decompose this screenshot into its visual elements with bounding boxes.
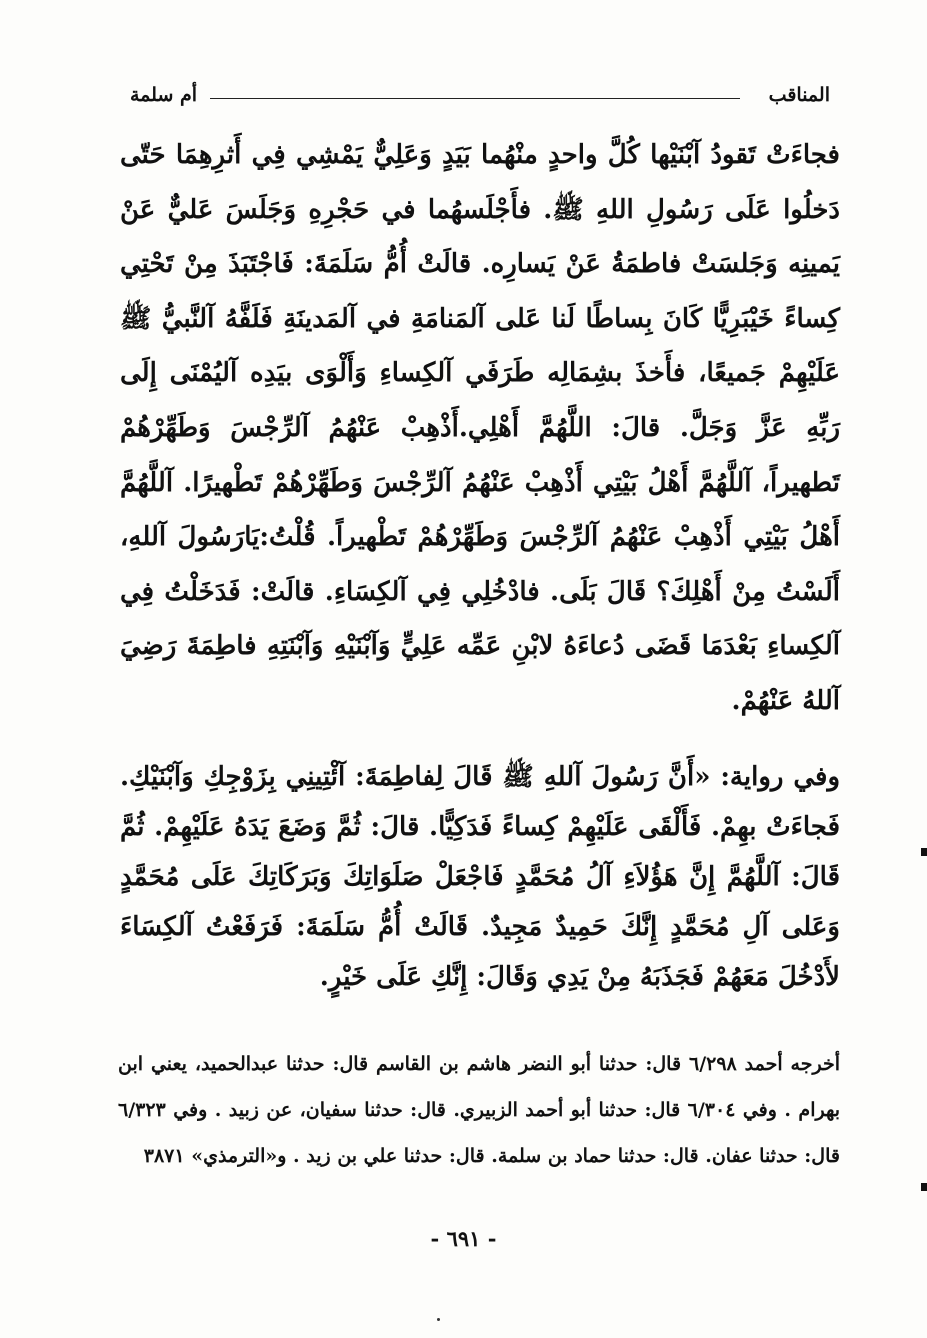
margin-mark [921, 848, 927, 856]
page-speck [437, 1318, 440, 1321]
section-title: المناقب [768, 84, 830, 106]
hadith-paragraph-1: فجاءَتْ تَقودُ آبْنَيْها كُلَّ واحدٍ منْهُما بَيَدٍ وَعَلِيٌّ يَمْشِي فِي أَثرِهِمَا حَتّى دَخلُوا عَلَى رَسُولِ اللهِ ﷺ. فأَجْلَسهُما في حَجْرِهِ وَجَلَسَ عَليٌّ عَنْ يَمينِه وَجَلسَتْ فاطمَةُ عَنْ يَسارِه. قالَتْ أُمُّ سَلَمَةَ: فَاجْتَبَذَ مِنْ تَحْتِي كِساءً خَيْبَرِيًّا كَانَ بِساطًا لَنا عَلى آلمَنامَةِ في آلمَدينَةِ فَلَفَّهُ آلنَّبيُّ ﷺ عَلَيْهِمْ جَميعًا، فأَخذَ بشِمَالِه طَرَفَي آلكِساءِ وَأَلْوَى بيَدِه آليُمْنَى إِلَى رَبِّهِ عَزَّ وَجَلَّ. قالَ: اللَّهُمَّ أَهْلِي.أَذْهِبْ عَنْهُمُ آلرِّجْسَ وَطَهِّرْهُمْ تَطهيراً، آللَّهُمَّ أَهْلُ بَيْتِي أَذْهِبْ عَنْهُمُ آلرِّجْسَ وَطَهِّرْهُمْ تَطْهيرًا. آللَّهُمَّ أَهْلُ بَيْتِي أَذْهِبْ عَنْهُمُ آلرِّجْسَ وَطَهِّرْهُمْ تَطْهيراً. قُلْتُ:يَارَسُولَ آللهِ، أَلَسْتُ مِنْ أَهْلِكَ؟ قَالَ بَلَى. فادْخُلِي فِي آلكِسَاءِ. قالَتْ: فَدَخَلْتُ فِي آلكِساءِ بَعْدَمَا قَضَى دُعاءَهُ لابْنِ عَمِّه عَلِيٍّ وَآبْنَيْهِ وَآبْنَتِهِ فاطِمَةَ رَضِيَ آللهُ عَنْهُمْ. [120, 140, 840, 716]
hadith-main-text [120, 128, 840, 729]
header-rule [210, 98, 740, 99]
footnote-text: أخرجه أحمد ٦/٢٩٨ قال: حدثنا أبو النضر هاشم بن القاسم قال: حدثنا عبدالحميد، يعني ابن بهرام . وفي ٦/٣٠٤ قال: حدثنا أبو أحمد الزبيري. قال: حدثنا سفيان، عن زبيد . وفي ٦/٣٢٣ قال: حدثنا عفان. قال: حدثنا حماد بن سلمة. قال: حدثنا علي بن زيد . و«الترمذي» ٣٨٧١ [118, 1053, 841, 1167]
hadith-variant-text [120, 752, 840, 1002]
page-number: - ٦٩١ - [430, 1226, 497, 1251]
footnote [118, 1041, 840, 1179]
margin-mark [921, 1183, 927, 1191]
hadith-paragraph-2: وفي رواية: «أَنَّ رَسُولَ آللهِ ﷺ قَالَ لِفاطِمَةَ: آئْتِينِي بِزَوْجِكِ وَآبْنَيْكِ. فَجاءَتْ بهِمْ. فَأَلْقَى عَلَيْهِمْ كِساءً فَدَكِيًّا. قالَ: ثُمَّ وَضَعَ يَدَهُ عَلَيْهِمْ. ثُمَّ قَالَ: آللَّهُمَّ إِنَّ هَؤُلاَءِ آلُ مُحَمَّدٍ فَاجْعَلْ صَلَوَاتِكَ وَبَرَكَاتِكَ عَلَى مُحَمَّدٍ وَعَلى آلِ مُحَمَّدٍ إِنَّكَ حَمِيدٌ مَجِيدٌ. قَالَتْ أُمُّ سَلَمَةَ: فَرَفَعْتُ آلكِسَاءَ لأَدْخُلَ مَعَهُمْ فَجَذَبَهُ مِنْ يَدِي وَقَالَ: إِنَّكِ عَلَى خَيْرٍ. [120, 762, 840, 992]
chapter-title: أم سلمة [130, 84, 198, 106]
running-header [130, 78, 830, 114]
